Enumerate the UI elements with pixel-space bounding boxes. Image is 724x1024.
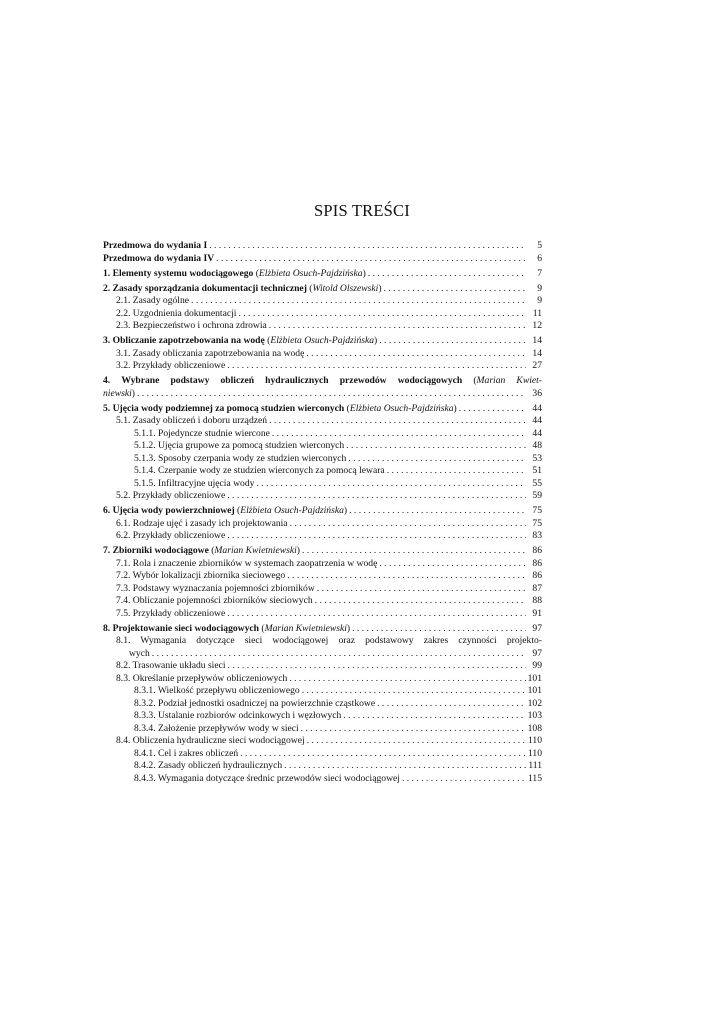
toc-entry-label: 8.4.3. Wymagania dotyczące średnic przewodów sieci wodociągowej xyxy=(134,772,400,784)
toc-section[interactable] xyxy=(103,583,542,596)
toc-entry-label: 8.3. Określanie przepływów obliczeniowych xyxy=(116,672,288,684)
toc-section[interactable]: 8.1. Wymagania dotyczące sieci wodociągowej oraz podstawowy zakres czynności projekto- wych . . . 97 xyxy=(103,635,542,660)
leader-dots xyxy=(387,465,526,478)
toc-chapter[interactable]: 4. Wybrane podstawy obliczeń hydraulicznych przewodów wodociągowych (Marian Kwiet- niewski) . . . 36 xyxy=(103,375,542,400)
toc-page-number: 11 xyxy=(532,307,542,319)
toc-section[interactable] xyxy=(103,308,542,321)
toc-page-number: 14 xyxy=(532,347,542,359)
leader-dots xyxy=(352,623,526,636)
toc-entry-label: 5.1.1. Pojedyncze studnie wiercone xyxy=(134,427,270,439)
toc-entry-label: 8.4.1. Cel i zakres obliczeń xyxy=(134,747,239,759)
toc-subsection[interactable] xyxy=(103,428,542,441)
toc-section[interactable] xyxy=(103,673,542,686)
toc-entry-label: 2.3. Bezpieczeństwo i ochrona zdrowia xyxy=(116,320,267,331)
toc-entry-label: 8.2. Trasowanie układu sieci xyxy=(116,660,226,671)
toc-page-number: 115 xyxy=(527,772,542,784)
toc-entry-label: 3.2. Przykłady obliczeniowe xyxy=(116,360,226,371)
leader-dots xyxy=(384,283,526,296)
toc-entry-label: 5.1.5. Infiltracyjne ujęcia wody xyxy=(134,477,255,489)
toc-subsection[interactable] xyxy=(103,440,542,453)
toc-page-number: 44 xyxy=(532,415,542,426)
toc-page-number: 44 xyxy=(532,402,542,414)
toc-entry-label: 6.1. Rodzaje ujęć i zasady ich projektowania xyxy=(116,517,288,529)
toc-page-number: 88 xyxy=(532,595,542,606)
toc-author: Marian Kwiet- xyxy=(476,375,543,386)
leader-dots xyxy=(238,308,526,321)
leader-dots xyxy=(289,673,525,686)
toc-entry-label: Przedmowa do wydania IV xyxy=(103,252,215,264)
leader-dots xyxy=(459,403,526,416)
leader-dots xyxy=(301,723,526,736)
leader-dots xyxy=(227,360,526,373)
toc-chapter[interactable] xyxy=(103,545,542,558)
toc-entry-label: 6.2. Przykłady obliczeniowe xyxy=(116,530,226,541)
toc-page-number: 86 xyxy=(532,545,542,556)
leader-dots xyxy=(368,268,526,281)
toc-entry-label: 8.3.2. Podział jednostki osadniczej na powierzchnie cząstkowe xyxy=(134,697,376,709)
leader-dots xyxy=(256,478,526,491)
toc-entry-label: 8.3.4. Założenie przepływów wody w sieci xyxy=(134,722,299,734)
toc-entry-label: 3.1. Zasady obliczania zapotrzebowania na wodę xyxy=(116,347,305,359)
toc-entry-label: 2. Zasady sporządzania dokumentacji technicznej (Witold Olszewski) xyxy=(103,282,382,294)
toc-page-number: 101 xyxy=(527,685,542,696)
toc-page-number: 91 xyxy=(532,607,542,619)
toc-chapter[interactable] xyxy=(103,283,542,296)
toc-page-number: 14 xyxy=(532,335,542,346)
toc-page-number: 6 xyxy=(537,252,542,264)
toc-subsection[interactable] xyxy=(103,465,542,478)
toc-page-number: 12 xyxy=(532,320,542,331)
toc-page-number: 97 xyxy=(532,647,542,659)
toc-entry-label: 7.4. Obliczanie pojemności zbiorników sieciowych xyxy=(116,595,313,606)
toc-entry-label: 7.2. Wybór lokalizacji zbiornika sieciowego xyxy=(116,570,286,581)
leader-dots xyxy=(306,348,526,361)
toc-entry-label: 7.3. Podstawy wyznaczania pojemności zbiorników xyxy=(116,582,315,594)
toc-section[interactable] xyxy=(103,595,542,608)
toc-page-number: 55 xyxy=(532,477,542,489)
toc-entry-label: 6. Ujęcia wody powierzchniowej (Elżbieta Osuch-Pajdzińska) xyxy=(103,505,348,516)
leader-dots xyxy=(137,388,526,401)
toc-chapter[interactable] xyxy=(103,268,542,281)
leader-dots xyxy=(377,698,525,711)
toc-section[interactable] xyxy=(103,415,542,428)
toc-entry-label: 8.1. Wymagania dotyczące sieci wodociągowej oraz podstawowy zakres czynności projekto- xyxy=(116,635,542,646)
toc-page-number: 75 xyxy=(532,505,542,516)
toc-page-number: 75 xyxy=(532,517,542,529)
toc-entry-label: 7.5. Przykłady obliczeniowe xyxy=(116,607,226,619)
toc-author: Marian Kwietniewski xyxy=(214,545,297,556)
toc-chapter[interactable] xyxy=(103,623,542,636)
leader-dots xyxy=(349,505,526,518)
toc-entry-label: 8.3.3. Ustalanie rozbiorów odcinkowych i węzłowych xyxy=(134,710,342,721)
toc-page-number: 87 xyxy=(532,582,542,594)
toc-page-number: 27 xyxy=(532,360,542,371)
toc-entry-label: 1. Elementy systemu wodociągowego (Elżbieta Osuch-Pajdzińska) xyxy=(103,267,366,279)
leader-dots xyxy=(216,253,526,266)
toc-author: Elżbieta Osuch-Pajdzińska xyxy=(349,402,454,414)
leader-dots xyxy=(346,440,526,453)
leader-dots xyxy=(402,773,526,786)
leader-dots xyxy=(315,595,526,608)
leader-dots xyxy=(302,545,526,558)
toc-entry-label: 8. Projektowanie sieci wodociągowych (Marian Kwietniewski) xyxy=(103,622,351,634)
toc-entry-label: 5.1.4. Czerpanie wody ze studzien wierconych za pomocą lewara xyxy=(134,465,385,476)
leader-dots xyxy=(379,335,526,348)
toc-page-number: 101 xyxy=(527,672,542,684)
toc-chapter[interactable] xyxy=(103,335,542,348)
toc-page-number: 83 xyxy=(532,530,542,541)
toc-entry-label: 5.2. Przykłady obliczeniowe xyxy=(116,490,226,501)
toc-author: Elżbieta Osuch-Pajdzińska xyxy=(270,335,375,346)
leader-dots xyxy=(379,558,526,571)
toc-section[interactable] xyxy=(103,518,542,531)
toc-page-number: 111 xyxy=(528,760,542,771)
leader-dots xyxy=(307,735,526,748)
leader-dots xyxy=(227,490,526,503)
toc-page-number: 9 xyxy=(537,282,542,294)
toc-page-number: 59 xyxy=(532,490,542,501)
toc-section[interactable] xyxy=(103,735,542,748)
leader-dots xyxy=(272,428,526,441)
toc-subsection[interactable] xyxy=(103,685,542,698)
leader-dots xyxy=(191,295,526,308)
toc-subsection[interactable] xyxy=(103,478,542,491)
toc-page-number: 5 xyxy=(537,240,542,251)
toc-subsection[interactable] xyxy=(103,773,542,786)
toc-subsection[interactable] xyxy=(103,748,542,761)
leader-dots xyxy=(290,518,526,531)
toc-section[interactable] xyxy=(103,320,542,333)
toc-page-number: 110 xyxy=(527,747,542,759)
toc-author: Elżbieta Osuch-Pajdzińska xyxy=(258,267,363,279)
leader-dots xyxy=(152,648,526,661)
leader-dots xyxy=(348,453,526,466)
leader-dots xyxy=(227,530,526,543)
toc-entry[interactable] xyxy=(103,253,542,266)
table-of-contents xyxy=(103,240,542,785)
toc-entry-label: 5.1. Zasady obliczeń i doboru urządzeń xyxy=(116,415,268,426)
toc-section[interactable] xyxy=(103,530,542,543)
toc-subsection[interactable] xyxy=(103,710,542,723)
toc-section[interactable] xyxy=(103,490,542,503)
toc-section[interactable] xyxy=(103,570,542,583)
toc-page-number: 36 xyxy=(532,387,542,399)
toc-chapter[interactable] xyxy=(103,403,542,416)
toc-page-number: 99 xyxy=(532,660,542,671)
toc-section[interactable] xyxy=(103,660,542,673)
toc-entry-label: 7. Zbiorniki wodociągowe (Marian Kwietniewski) xyxy=(103,545,300,556)
leader-dots xyxy=(317,583,526,596)
leader-dots xyxy=(343,710,525,723)
toc-entry-label: 7.1. Rola i znaczenie zbiorników w systemach zaopatrzenia w wodę xyxy=(116,557,378,569)
toc-author: niewski xyxy=(103,387,132,399)
leader-dots xyxy=(228,660,526,673)
leader-dots xyxy=(240,748,526,761)
toc-entry-label: 4. Wybrane podstawy obliczeń hydraulicznych przewodów wodociągowych (Marian Kwiet- xyxy=(103,375,543,386)
leader-dots xyxy=(287,570,526,583)
toc-entry[interactable] xyxy=(103,240,542,253)
toc-chapter[interactable] xyxy=(103,505,542,518)
toc-subsection[interactable] xyxy=(103,760,542,773)
toc-page-number: 7 xyxy=(537,267,542,279)
toc-entry-label: 5. Ujęcia wody podziemnej za pomocą studzien wierconych (Elżbieta Osuch-Pajdzińska) xyxy=(103,402,457,414)
toc-page-number: 97 xyxy=(532,622,542,634)
toc-subsection[interactable] xyxy=(103,723,542,736)
toc-entry-label: Przedmowa do wydania I xyxy=(103,240,208,251)
toc-page-number: 51 xyxy=(532,465,542,476)
leader-dots xyxy=(227,608,526,621)
toc-entry-label: 2.2. Uzgodnienia dokumentacji xyxy=(116,307,237,319)
toc-author: Witold Olszewski xyxy=(312,282,379,294)
leader-dots xyxy=(269,415,526,428)
toc-entry-label: 5.1.2. Ujęcia grupowe za pomocą studzien wierconych xyxy=(134,440,345,451)
toc-entry-label: 5.1.3. Sposoby czerpania wody ze studzien wierconych xyxy=(134,452,347,464)
toc-section[interactable] xyxy=(103,608,542,621)
toc-page-number: 48 xyxy=(532,440,542,451)
toc-section[interactable] xyxy=(103,348,542,361)
toc-section[interactable] xyxy=(103,295,542,308)
toc-subsection[interactable] xyxy=(103,698,542,711)
toc-page-number: 9 xyxy=(537,295,542,306)
toc-page-number: 53 xyxy=(532,452,542,464)
leader-dots xyxy=(209,240,526,253)
page-title: SPIS TREŚCI xyxy=(314,201,410,220)
toc-author: Elżbieta Osuch-Pajdzińska xyxy=(240,505,344,516)
toc-section[interactable] xyxy=(103,360,542,373)
toc-page-number: 86 xyxy=(532,557,542,569)
toc-section[interactable] xyxy=(103,558,542,571)
leader-dots xyxy=(269,320,526,333)
toc-page-number: 44 xyxy=(532,427,542,439)
toc-author: Marian Kwietniewski xyxy=(264,622,347,634)
leader-dots xyxy=(284,760,526,773)
toc-entry-label: 2.1. Zasady ogólne xyxy=(116,295,190,306)
toc-page-number: 86 xyxy=(532,570,542,581)
toc-page-number: 110 xyxy=(527,735,542,746)
toc-page-number: 102 xyxy=(527,697,542,709)
toc-page-number: 108 xyxy=(527,722,542,734)
toc-entry-label: 8.3.1. Wielkość przepływu obliczeniowego xyxy=(134,685,300,696)
toc-entry-label: 8.4.2. Zasady obliczeń hydraulicznych xyxy=(134,760,283,771)
toc-entry-label: 3. Obliczanie zapotrzebowania na wodę (Elżbieta Osuch-Pajdzińska) xyxy=(103,335,378,346)
leader-dots xyxy=(302,685,526,698)
toc-page-number: 103 xyxy=(527,710,542,721)
toc-entry-label: 8.4. Obliczenia hydrauliczne sieci wodociągowej xyxy=(116,735,305,746)
toc-subsection[interactable] xyxy=(103,453,542,466)
